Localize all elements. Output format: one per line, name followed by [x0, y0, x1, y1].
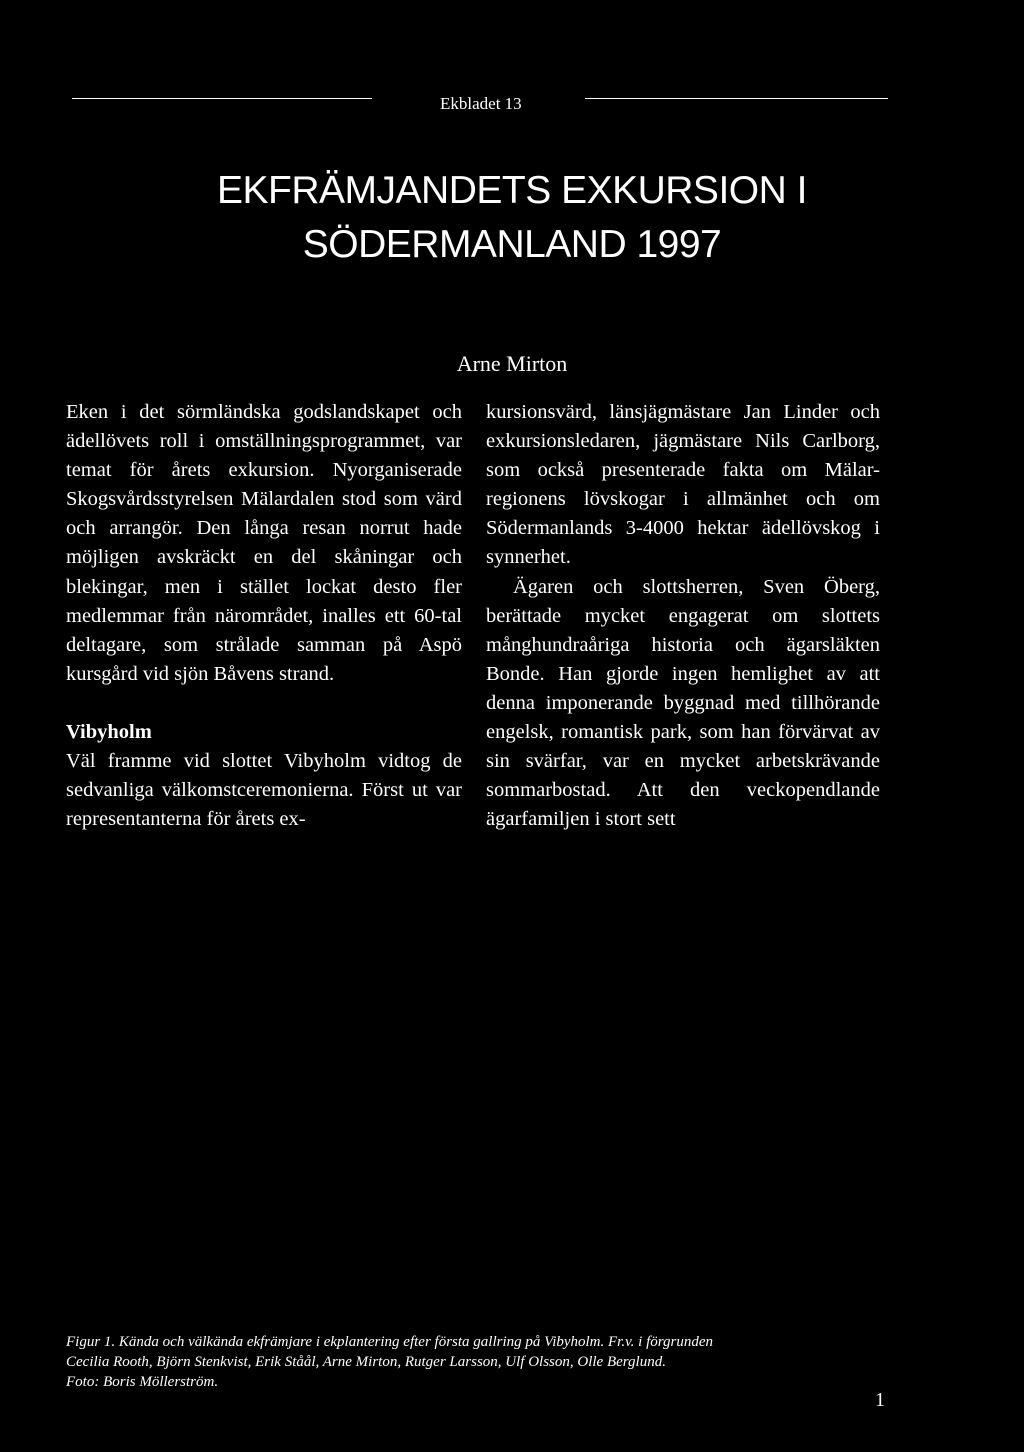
caption-line-2: Cecilia Rooth, Björn Stenkvist, Erik Ståål, Arne Mirton, Rutger Larsson, Ulf Olsson, Olle Berglund.	[66, 1354, 666, 1370]
author-byline: Arne Mirton	[456, 351, 568, 376]
page-number: 1	[875, 1389, 885, 1411]
figure-caption	[66, 1332, 866, 1392]
section-spacer	[66, 689, 462, 718]
header-rule-right	[585, 98, 888, 99]
running-head	[0, 93, 1024, 117]
running-head-label: Ekbladet 13	[440, 94, 522, 113]
article-title-line-1: EKFRÄMJANDETS EXKURSION I	[217, 169, 807, 212]
continued-paragraph: kursionsvärd, länsjägmästare Jan Linder och exkursionsledaren, jägmästare Nils Carlborg, som också presenterade fakta om Mälar-regionens lövskogar i allmänhet och om Södermanlands 3-4000 hektar ädellövskog i synnerhet.	[486, 401, 880, 569]
vibyholm-paragraph: Väl framme vid slottet Vibyholm vidtog de sedvanliga välkomstceremonierna. Först ut var representanterna för årets ex-	[66, 750, 462, 831]
article-title	[0, 164, 1024, 272]
owner-paragraph: Ägaren och slottsherren, Sven Öberg, berättade mycket engagerat om slottets månghundraåriga historia och ägarsläkten Bonde. Han gjorde ingen hemlighet av att denna imponerande byggnad med tillhörande engelsk, romantisk park, som han förvärvat av sin svärfar, var en mycket arbetskrävande sommarbostad. Att den veckopendlande ägarfamiljen i stort sett	[486, 575, 880, 831]
header-rule-left	[72, 98, 372, 99]
right-column	[486, 398, 880, 834]
section-heading-vibyholm: Vibyholm	[66, 720, 152, 743]
left-column	[66, 398, 462, 834]
caption-line-1: Figur 1. Kända och välkända ekfrämjare i ekplantering efter första gallring på Vibyholm. Fr.v. i förgrunden	[66, 1334, 714, 1350]
intro-paragraph: Eken i det sörmländska godslandskapet och ädellövets roll i omställningsprogrammet, var temat för årets exkursion. Nyorganiserade Skogsvårdsstyrelsen Mälardalen stod som värd och arrangör. Den långa resan norrut hade möjligen avskräckt en del skåningar och blekingar, men i stället lockat desto fler medlemmar från närområdet, inalles ett 60-tal deltagare, som strålade samman på Aspö kursgård vid sjön Båvens strand.	[66, 401, 462, 685]
article-title-line-2: SÖDERMANLAND 1997	[302, 223, 722, 266]
photo-credit: Foto: Boris Möllerström.	[66, 1374, 219, 1390]
